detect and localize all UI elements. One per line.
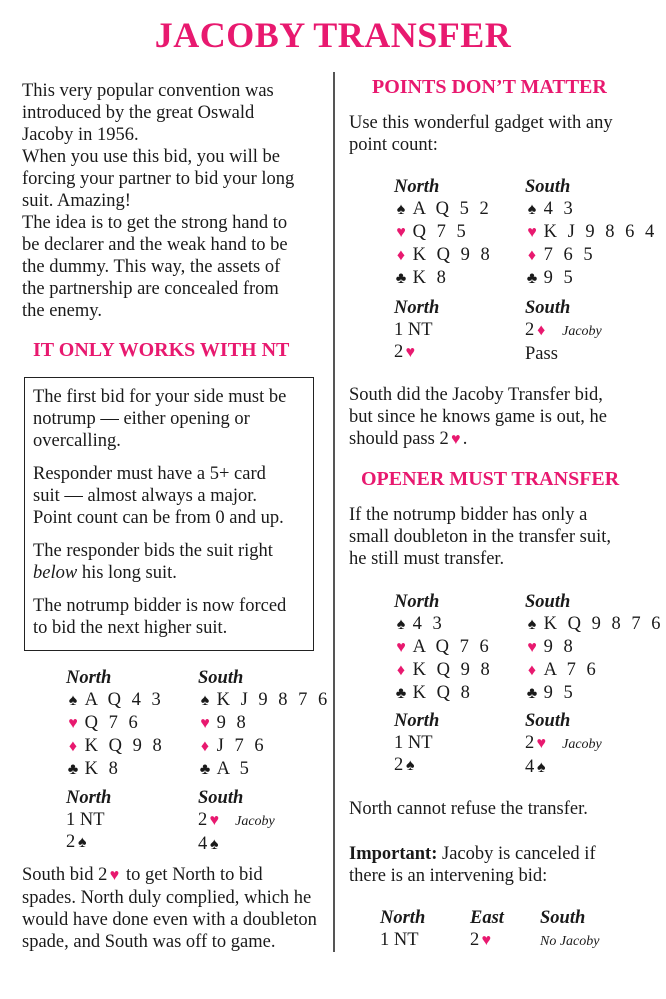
heading-only-works-nt: IT ONLY WORKS WITH NT bbox=[33, 339, 290, 361]
refuse-paragraph: North cannot refuse the transfer. bbox=[349, 799, 588, 819]
intro-line: This very popular convention was bbox=[22, 81, 274, 101]
diamond-icon: ♦ bbox=[527, 247, 537, 264]
north-hand: North ♠ A Q 4 3 ♥ Q 7 6 ♦ K Q 9 8 ♣ K 8 bbox=[66, 668, 165, 779]
intro-line: introduced by the great Oswald bbox=[22, 103, 255, 123]
rule-1: The first bid for your side must be notrump — either opening or overcalling. bbox=[33, 387, 287, 451]
intro-line: Jacoby in 1956. bbox=[22, 125, 139, 145]
column-divider bbox=[333, 72, 335, 952]
auction-south: South 2 ♦ Jacoby Pass bbox=[525, 298, 602, 364]
intro-line: suit. Amazing! bbox=[22, 191, 131, 211]
heart-icon: ♥ bbox=[68, 715, 78, 732]
page-title: JACOBY TRANSFER bbox=[154, 15, 512, 55]
important-paragraph: Important: Jacoby is canceled if there is an intervening bid: bbox=[349, 844, 596, 886]
rule-2: Responder must have a 5+ card suit — almost always a major. Point count can be from 0 and up. bbox=[33, 464, 284, 528]
diamond-icon: ♦ bbox=[396, 247, 406, 264]
south-hand: South ♠ K Q 9 8 7 6 ♥ 9 8 ♦ A 7 6 ♣ 9 5 bbox=[525, 592, 664, 703]
intro-paragraph bbox=[22, 80, 322, 322]
north-hand: North ♠ 4 3 ♥ A Q 7 6 ♦ K Q 9 8 ♣ K Q 8 bbox=[394, 592, 493, 703]
club-icon: ♣ bbox=[199, 761, 211, 778]
heart-icon: ♥ bbox=[396, 224, 406, 241]
diamond-icon: ♦ bbox=[537, 322, 546, 339]
rule-4: The notrump bidder is now forced to bid the next higher suit. bbox=[33, 596, 287, 638]
intro-line: the partnership are concealed from bbox=[22, 279, 279, 299]
intro-line: the dummy. This way, the assets of bbox=[22, 257, 281, 277]
spade-icon: ♠ bbox=[200, 692, 210, 709]
auction-north: North 1 NT 2 ♠ bbox=[66, 788, 112, 852]
auction3-north: North 1 NT bbox=[380, 908, 426, 950]
spade-icon: ♠ bbox=[537, 759, 546, 776]
spade-icon: ♠ bbox=[527, 616, 537, 633]
intro-line: The idea is to get the strong hand to bbox=[22, 213, 288, 233]
heading-opener-must-transfer: OPENER MUST TRANSFER bbox=[361, 468, 620, 490]
auction-south: South 2 ♥ Jacoby 4 ♠ bbox=[198, 788, 275, 854]
auction-south: South 2 ♥ Jacoby 4 ♠ bbox=[525, 711, 602, 777]
heart-icon: ♥ bbox=[109, 867, 120, 884]
club-icon: ♣ bbox=[526, 685, 538, 702]
spade-icon: ♠ bbox=[396, 201, 406, 218]
south-hand: South ♠ K J 9 8 7 6 ♥ 9 8 ♦ J 7 6 ♣ A 5 bbox=[198, 668, 331, 779]
heart-icon: ♥ bbox=[527, 639, 537, 656]
spade-icon: ♠ bbox=[68, 692, 78, 709]
intro-line: When you use this bid, you will be bbox=[22, 147, 280, 167]
auction-north: North 1 NT 2 ♥ bbox=[394, 298, 440, 362]
transfer-paragraph: If the notrump bidder has only a small doubleton in the transfer suit, he still must transfer. bbox=[349, 505, 612, 569]
club-icon: ♣ bbox=[526, 270, 538, 287]
spade-icon: ♠ bbox=[406, 757, 415, 774]
heading-points-dont-matter: POINTS DON’T MATTER bbox=[372, 76, 607, 98]
spade-icon: ♠ bbox=[78, 834, 87, 851]
auction-north: North 1 NT 2 ♠ bbox=[394, 711, 440, 775]
spade-icon: ♠ bbox=[527, 201, 537, 218]
auction3-east: East 2 ♥ bbox=[470, 908, 504, 950]
heart-icon: ♥ bbox=[200, 715, 210, 732]
heart-icon: ♥ bbox=[481, 932, 491, 949]
pass-paragraph: South did the Jacoby Transfer bid, but since he knows game is out, he should pass 2 ♥ . bbox=[349, 385, 607, 449]
heart-icon: ♥ bbox=[536, 735, 546, 752]
spade-icon: ♠ bbox=[396, 616, 406, 633]
heart-icon: ♥ bbox=[396, 639, 406, 656]
club-icon: ♣ bbox=[395, 270, 407, 287]
rules-box bbox=[24, 377, 314, 651]
points-paragraph: Use this wonderful gadget with any point count: bbox=[349, 113, 613, 155]
north-hand: North ♠ A Q 5 2 ♥ Q 7 5 ♦ K Q 9 8 ♣ K 8 bbox=[394, 177, 493, 288]
rule-3: The responder bids the suit right below his long suit. bbox=[33, 541, 273, 583]
heart-icon: ♥ bbox=[209, 812, 219, 829]
diamond-icon: ♦ bbox=[68, 738, 78, 755]
diamond-icon: ♦ bbox=[396, 662, 406, 679]
left-footer-paragraph: South bid 2 ♥ to get North to bid spades. North duly complied, which he would have done even with a doubleton spade, and South was off to game. bbox=[22, 865, 317, 952]
diamond-icon: ♦ bbox=[200, 738, 210, 755]
intro-line: forcing your partner to bid your long bbox=[22, 169, 295, 189]
diamond-icon: ♦ bbox=[527, 662, 537, 679]
heart-icon: ♥ bbox=[450, 431, 461, 448]
auction3-south: South No Jacoby bbox=[540, 908, 600, 949]
club-icon: ♣ bbox=[395, 685, 407, 702]
intro-line: be declarer and the weak hand to be bbox=[22, 235, 288, 255]
south-hand: South ♠ 4 3 ♥ K J 9 8 6 4 ♦ 7 6 5 ♣ 9 5 bbox=[525, 177, 658, 288]
intro-line: the enemy. bbox=[22, 301, 102, 321]
spade-icon: ♠ bbox=[210, 836, 219, 853]
club-icon: ♣ bbox=[67, 761, 79, 778]
heart-icon: ♥ bbox=[527, 224, 537, 241]
heart-icon: ♥ bbox=[405, 344, 415, 361]
